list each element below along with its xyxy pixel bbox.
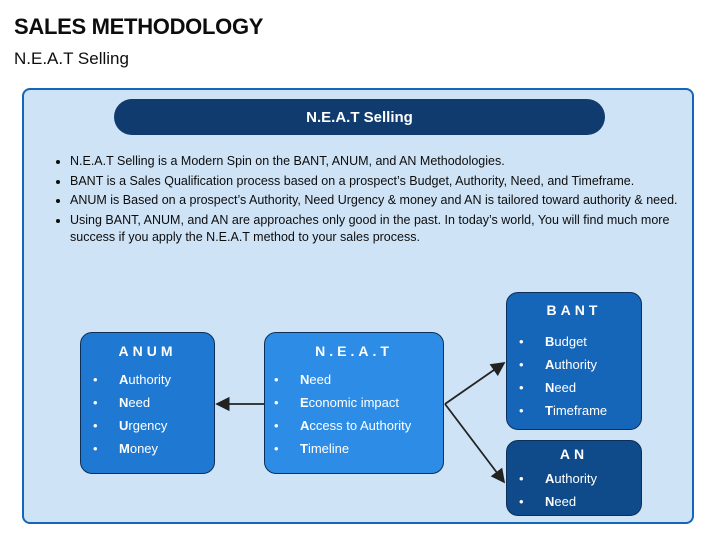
neat-item: • Access to Authority: [274, 414, 411, 437]
neat-box: [264, 332, 444, 474]
description-item: • N.E.A.T Selling is a Modern Spin on the BANT, ANUM, and AN Methodologies.: [70, 153, 695, 171]
an-box: [506, 440, 642, 516]
bant-title: BANT: [546, 302, 602, 318]
an-title: AN: [559, 446, 589, 462]
neat-title: N.E.A.T: [315, 343, 393, 359]
anum-list: [93, 368, 171, 460]
anum-item: • Authority: [93, 368, 171, 391]
anum-item: • Urgency: [93, 414, 171, 437]
anum-item: • Need: [93, 391, 171, 414]
bant-list: [519, 330, 607, 422]
description-item: • Using BANT, ANUM, and AN are approaches only good in the past. In today’s world, You will find much more success if you apply the N.E.A.T method to your sales process.: [70, 212, 695, 247]
an-list: [519, 467, 597, 513]
anum-box: [80, 332, 215, 474]
bant-item: • Budget: [519, 330, 607, 353]
neat-banner-label: N.E.A.T Selling: [306, 108, 413, 126]
neat-list: [274, 368, 411, 460]
neat-item: • Economic impact: [274, 391, 411, 414]
bant-item: • Need: [519, 376, 607, 399]
arrow-to-an: [445, 404, 504, 482]
bant-box: [506, 292, 642, 430]
arrow-to-bant: [445, 363, 504, 404]
bant-item: • Timeframe: [519, 399, 607, 422]
an-item: • Need: [519, 490, 597, 513]
page-title: SALES METHODOLOGY: [14, 14, 264, 39]
description-item: • ANUM is Based on a prospect’s Authority, Need Urgency & money and AN is tailored toward authority & need.: [70, 192, 695, 210]
description-item: • BANT is a Sales Qualification process based on a prospect’s Budget, Authority, Need, and Timeframe.: [70, 173, 695, 191]
bant-item: • Authority: [519, 353, 607, 376]
neat-item: • Timeline: [274, 437, 411, 460]
an-item: • Authority: [519, 467, 597, 490]
page-subtitle: N.E.A.T Selling: [14, 49, 129, 68]
anum-item: • Money: [93, 437, 171, 460]
neat-item: • Need: [274, 368, 411, 391]
anum-title: ANUM: [118, 343, 177, 359]
